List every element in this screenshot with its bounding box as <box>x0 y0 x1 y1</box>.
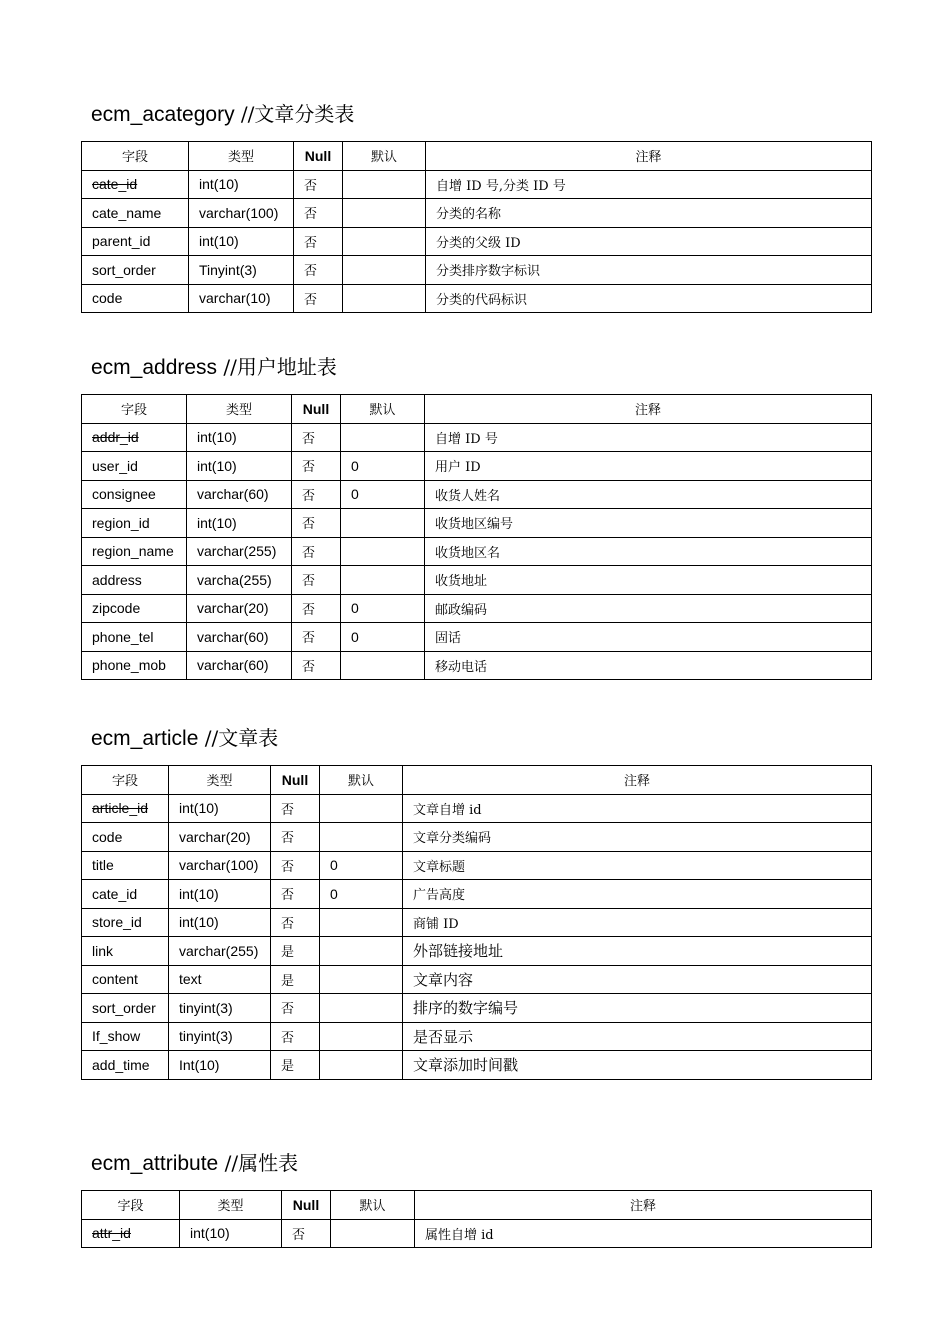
field-default: 0 <box>341 594 425 623</box>
header-null: Null <box>294 142 343 171</box>
field-name: link <box>82 937 169 966</box>
field-null: 是 <box>271 965 320 994</box>
table-row <box>82 651 872 680</box>
table-description: //文章表 <box>198 726 279 750</box>
header-null: Null <box>271 766 320 795</box>
field-null: 否 <box>271 1022 320 1051</box>
field-name: cate_id <box>82 170 189 199</box>
field-name: region_id <box>82 509 187 538</box>
field-name: cate_name <box>82 199 189 228</box>
table-name: ecm_acategory <box>91 103 235 126</box>
field-type: varchar(60) <box>187 651 292 680</box>
field-type: varchar(60) <box>187 480 292 509</box>
field-default <box>343 170 426 199</box>
field-null: 否 <box>271 823 320 852</box>
field-null: 否 <box>271 880 320 909</box>
schema-table <box>81 141 872 313</box>
field-type: int(10) <box>187 452 292 481</box>
schema-table <box>81 394 872 680</box>
header-default: 默认 <box>341 395 425 424</box>
schema-table <box>81 1190 872 1248</box>
field-default <box>341 509 425 538</box>
field-default <box>320 794 403 823</box>
table-row <box>82 170 872 199</box>
table-row <box>82 937 872 966</box>
field-comment: 固话 <box>425 623 872 652</box>
field-comment: 排序的数字编号 <box>403 994 872 1023</box>
field-name: addr_id <box>82 423 187 452</box>
field-comment: 文章分类编码 <box>403 823 872 852</box>
field-type: Tinyint(3) <box>189 256 294 285</box>
field-null: 是 <box>271 937 320 966</box>
field-name: zipcode <box>82 594 187 623</box>
field-default <box>320 823 403 852</box>
field-default: 0 <box>320 851 403 880</box>
table-row <box>82 480 872 509</box>
field-name: code <box>82 823 169 852</box>
field-name: code <box>82 284 189 313</box>
header-default: 默认 <box>343 142 426 171</box>
field-comment: 文章添加时间戳 <box>403 1051 872 1080</box>
field-name: If_show <box>82 1022 169 1051</box>
field-default: 0 <box>341 480 425 509</box>
table-description: //用户地址表 <box>217 355 337 379</box>
header-comment: 注释 <box>426 142 872 171</box>
field-name: region_name <box>82 537 187 566</box>
header-type: 类型 <box>169 766 271 795</box>
header-type: 类型 <box>189 142 294 171</box>
table-row <box>82 284 872 313</box>
table-description: //属性表 <box>218 1151 299 1175</box>
field-comment: 分类排序数字标识 <box>426 256 872 285</box>
field-type: tinyint(3) <box>169 994 271 1023</box>
field-default <box>320 1051 403 1080</box>
header-default: 默认 <box>320 766 403 795</box>
field-comment: 收货地址 <box>425 566 872 595</box>
table-title <box>91 1147 298 1176</box>
field-default: 0 <box>320 880 403 909</box>
field-null: 否 <box>292 423 341 452</box>
field-comment: 广告高度 <box>403 880 872 909</box>
field-name: content <box>82 965 169 994</box>
field-comment: 移动电话 <box>425 651 872 680</box>
field-default <box>343 256 426 285</box>
field-name: consignee <box>82 480 187 509</box>
field-comment: 外部链接地址 <box>403 937 872 966</box>
field-comment: 收货地区编号 <box>425 509 872 538</box>
field-default <box>320 908 403 937</box>
field-name: phone_mob <box>82 651 187 680</box>
table-row <box>82 965 872 994</box>
field-comment: 自增 ID 号,分类 ID 号 <box>426 170 872 199</box>
header-comment: 注释 <box>415 1191 872 1220</box>
table-row <box>82 1051 872 1080</box>
table-title <box>91 98 354 127</box>
table-row <box>82 880 872 909</box>
field-default <box>320 937 403 966</box>
field-type: varchar(255) <box>169 937 271 966</box>
field-null: 是 <box>271 1051 320 1080</box>
table-description: //文章分类表 <box>234 102 355 126</box>
field-name: phone_tel <box>82 623 187 652</box>
field-default: 0 <box>341 452 425 481</box>
header-type: 类型 <box>180 1191 282 1220</box>
header-type: 类型 <box>187 395 292 424</box>
field-type: varchar(20) <box>187 594 292 623</box>
field-null: 否 <box>292 452 341 481</box>
field-null: 否 <box>292 537 341 566</box>
table-title <box>91 722 278 751</box>
field-name: address <box>82 566 187 595</box>
field-default <box>341 423 425 452</box>
field-type: int(10) <box>169 908 271 937</box>
table-row <box>82 594 872 623</box>
field-type: int(10) <box>187 423 292 452</box>
header-default: 默认 <box>331 1191 415 1220</box>
table-row <box>82 851 872 880</box>
field-default: 0 <box>341 623 425 652</box>
header-row <box>82 142 872 171</box>
field-name: cate_id <box>82 880 169 909</box>
header-row <box>82 395 872 424</box>
field-default <box>341 566 425 595</box>
field-type: varcha(255) <box>187 566 292 595</box>
table-row <box>82 1022 872 1051</box>
field-null: 否 <box>294 199 343 228</box>
table-name: ecm_address <box>91 356 218 379</box>
field-comment: 收货地区名 <box>425 537 872 566</box>
field-type: int(10) <box>189 227 294 256</box>
table-row <box>82 1219 872 1248</box>
table-row <box>82 452 872 481</box>
table-row <box>82 566 872 595</box>
header-field: 字段 <box>82 142 189 171</box>
field-null: 否 <box>294 170 343 199</box>
field-comment: 分类的名称 <box>426 199 872 228</box>
field-name: store_id <box>82 908 169 937</box>
field-type: varchar(60) <box>187 623 292 652</box>
field-type: int(10) <box>169 794 271 823</box>
field-type: Int(10) <box>169 1051 271 1080</box>
field-type: int(10) <box>180 1219 282 1248</box>
schema-table <box>81 765 872 1080</box>
field-name: sort_order <box>82 256 189 285</box>
field-name: parent_id <box>82 227 189 256</box>
field-name: attr_id <box>82 1219 180 1248</box>
field-null: 否 <box>292 594 341 623</box>
field-comment: 自增 ID 号 <box>425 423 872 452</box>
field-type: varchar(10) <box>189 284 294 313</box>
header-null: Null <box>292 395 341 424</box>
table-name: ecm_attribute <box>91 1152 219 1175</box>
header-field: 字段 <box>82 766 169 795</box>
field-null: 否 <box>294 284 343 313</box>
field-default <box>331 1219 415 1248</box>
table-row <box>82 509 872 538</box>
field-comment: 属性自增 id <box>415 1219 872 1248</box>
table-row <box>82 537 872 566</box>
field-name: user_id <box>82 452 187 481</box>
field-type: int(10) <box>169 880 271 909</box>
field-null: 否 <box>292 509 341 538</box>
header-row <box>82 1191 872 1220</box>
field-type: varchar(255) <box>187 537 292 566</box>
field-default <box>320 1022 403 1051</box>
field-default <box>341 651 425 680</box>
field-default <box>343 199 426 228</box>
table-name: ecm_article <box>91 727 199 750</box>
field-comment: 文章内容 <box>403 965 872 994</box>
table-row <box>82 227 872 256</box>
table-row <box>82 423 872 452</box>
field-type: int(10) <box>189 170 294 199</box>
header-field: 字段 <box>82 395 187 424</box>
header-comment: 注释 <box>425 395 872 424</box>
field-null: 否 <box>294 256 343 285</box>
field-null: 否 <box>271 994 320 1023</box>
header-comment: 注释 <box>403 766 872 795</box>
field-null: 否 <box>282 1219 331 1248</box>
field-comment: 文章标题 <box>403 851 872 880</box>
table-row <box>82 256 872 285</box>
table-row <box>82 994 872 1023</box>
field-comment: 是否显示 <box>403 1022 872 1051</box>
field-null: 否 <box>292 623 341 652</box>
field-default <box>320 965 403 994</box>
field-null: 否 <box>292 566 341 595</box>
field-comment: 文章自增 id <box>403 794 872 823</box>
header-null: Null <box>282 1191 331 1220</box>
field-type: tinyint(3) <box>169 1022 271 1051</box>
table-title <box>91 351 337 380</box>
field-null: 否 <box>292 480 341 509</box>
field-comment: 收货人姓名 <box>425 480 872 509</box>
table-row <box>82 908 872 937</box>
field-default <box>343 227 426 256</box>
field-comment: 商铺 ID <box>403 908 872 937</box>
table-row <box>82 823 872 852</box>
field-default <box>341 537 425 566</box>
field-name: sort_order <box>82 994 169 1023</box>
field-null: 否 <box>271 794 320 823</box>
field-comment: 邮政编码 <box>425 594 872 623</box>
field-type: text <box>169 965 271 994</box>
field-null: 否 <box>292 651 341 680</box>
field-name: article_id <box>82 794 169 823</box>
field-comment: 分类的代码标识 <box>426 284 872 313</box>
field-comment: 用户 ID <box>425 452 872 481</box>
field-null: 否 <box>294 227 343 256</box>
field-type: varchar(100) <box>169 851 271 880</box>
field-type: int(10) <box>187 509 292 538</box>
table-row <box>82 794 872 823</box>
header-field: 字段 <box>82 1191 180 1220</box>
table-row <box>82 199 872 228</box>
field-null: 否 <box>271 851 320 880</box>
field-null: 否 <box>271 908 320 937</box>
field-name: title <box>82 851 169 880</box>
field-default <box>320 994 403 1023</box>
field-name: add_time <box>82 1051 169 1080</box>
field-default <box>343 284 426 313</box>
header-row <box>82 766 872 795</box>
field-type: varchar(20) <box>169 823 271 852</box>
table-row <box>82 623 872 652</box>
field-comment: 分类的父级 ID <box>426 227 872 256</box>
field-type: varchar(100) <box>189 199 294 228</box>
